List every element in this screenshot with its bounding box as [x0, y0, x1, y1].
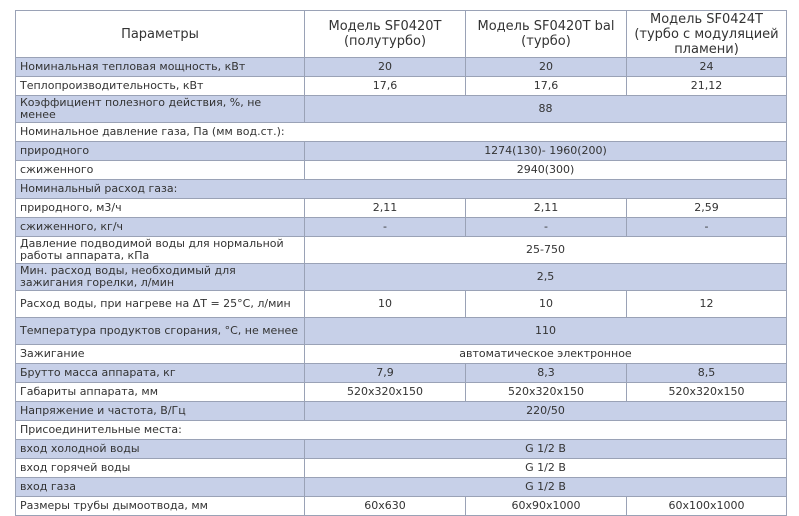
merged-value-cell: 220/50: [305, 402, 787, 421]
table-row: [16, 142, 787, 161]
parameter-cell: Теплопроизводительность, кВт: [16, 77, 305, 96]
parameter-cell: сжиженного, кг/ч: [16, 218, 305, 237]
value-cell: 60x100x1000: [627, 497, 787, 516]
parameter-cell: вход газа: [16, 478, 305, 497]
parameter-cell: Габариты аппарата, мм: [16, 383, 305, 402]
value-cell: 520x320x150: [627, 383, 787, 402]
value-cell: 60x630: [305, 497, 466, 516]
value-cell: 20: [305, 58, 466, 77]
value-cell: -: [305, 218, 466, 237]
parameter-cell: Присоединительные места:: [16, 421, 787, 440]
parameter-cell: Расход воды, при нагреве на ΔТ = 25°С, л/мин: [16, 291, 305, 318]
parameter-cell: Номинальное давление газа, Па (мм вод.ст.):: [16, 123, 787, 142]
value-cell: 2,59: [627, 199, 787, 218]
value-cell: 20: [466, 58, 627, 77]
value-cell: -: [627, 218, 787, 237]
parameter-cell: Давление подводимой воды для нормальной работы аппарата, кПа: [16, 237, 305, 264]
parameter-cell: природного: [16, 142, 305, 161]
value-cell: 60x90x1000: [466, 497, 627, 516]
header-model-sf0420t: Модель SF0420T (полутурбо): [305, 11, 466, 58]
merged-value-cell: 110: [305, 318, 787, 345]
table-row: [16, 383, 787, 402]
parameter-cell: Номинальный расход газа:: [16, 180, 787, 199]
table-row: [16, 364, 787, 383]
parameter-cell: Напряжение и частота, В/Гц: [16, 402, 305, 421]
table-row: [16, 478, 787, 497]
merged-value-cell: G 1/2 B: [305, 459, 787, 478]
table-row: [16, 440, 787, 459]
table-row: [16, 161, 787, 180]
merged-value-cell: 1274(130)- 1960(200): [305, 142, 787, 161]
table-row: [16, 421, 787, 440]
parameter-cell: Коэффициент полезного действия, %, не менее: [16, 96, 305, 123]
value-cell: 21,12: [627, 77, 787, 96]
value-cell: 12: [627, 291, 787, 318]
parameter-cell: природного, м3/ч: [16, 199, 305, 218]
value-cell: 2,11: [305, 199, 466, 218]
value-cell: 520x320x150: [466, 383, 627, 402]
value-cell: -: [466, 218, 627, 237]
value-cell: 10: [466, 291, 627, 318]
merged-value-cell: 25-750: [305, 237, 787, 264]
value-cell: 10: [305, 291, 466, 318]
table-row: [16, 218, 787, 237]
value-cell: 17,6: [466, 77, 627, 96]
table-row: [16, 459, 787, 478]
spec-table-container: [15, 10, 786, 516]
header-model-sf0420t-bal: Модель SF0420T bal (турбо): [466, 11, 627, 58]
parameter-cell: вход горячей воды: [16, 459, 305, 478]
value-cell: 520x320x150: [305, 383, 466, 402]
table-row: [16, 180, 787, 199]
table-row: [16, 96, 787, 123]
table-row: [16, 123, 787, 142]
parameter-cell: Размеры трубы дымоотвода, мм: [16, 497, 305, 516]
value-cell: 24: [627, 58, 787, 77]
table-row: [16, 318, 787, 345]
table-row: [16, 264, 787, 291]
header-model-sf0424t: Модель SF0424T (турбо с модуляцией пламени): [627, 11, 787, 58]
table-row: [16, 77, 787, 96]
value-cell: 8,3: [466, 364, 627, 383]
parameter-cell: Мин. расход воды, необходимый для зажигания горелки, л/мин: [16, 264, 305, 291]
value-cell: 8,5: [627, 364, 787, 383]
merged-value-cell: 88: [305, 96, 787, 123]
table-row: [16, 345, 787, 364]
table-row: [16, 402, 787, 421]
table-body: [16, 58, 787, 516]
parameter-cell: вход холодной воды: [16, 440, 305, 459]
merged-value-cell: автоматическое электронное: [305, 345, 787, 364]
value-cell: 7,9: [305, 364, 466, 383]
parameter-cell: Номинальная тепловая мощность, кВт: [16, 58, 305, 77]
value-cell: 17,6: [305, 77, 466, 96]
parameter-cell: сжиженного: [16, 161, 305, 180]
parameter-cell: Зажигание: [16, 345, 305, 364]
table-row: [16, 237, 787, 264]
table-row: [16, 58, 787, 77]
table-header-row: [16, 11, 787, 58]
table-row: [16, 291, 787, 318]
value-cell: 2,11: [466, 199, 627, 218]
merged-value-cell: G 1/2 B: [305, 478, 787, 497]
merged-value-cell: G 1/2 B: [305, 440, 787, 459]
spec-table: [15, 10, 787, 516]
header-parameters: Параметры: [16, 11, 305, 58]
merged-value-cell: 2940(300): [305, 161, 787, 180]
parameter-cell: Брутто масса аппарата, кг: [16, 364, 305, 383]
table-row: [16, 199, 787, 218]
parameter-cell: Температура продуктов сгорания, °С, не менее: [16, 318, 305, 345]
merged-value-cell: 2,5: [305, 264, 787, 291]
table-row: [16, 497, 787, 516]
